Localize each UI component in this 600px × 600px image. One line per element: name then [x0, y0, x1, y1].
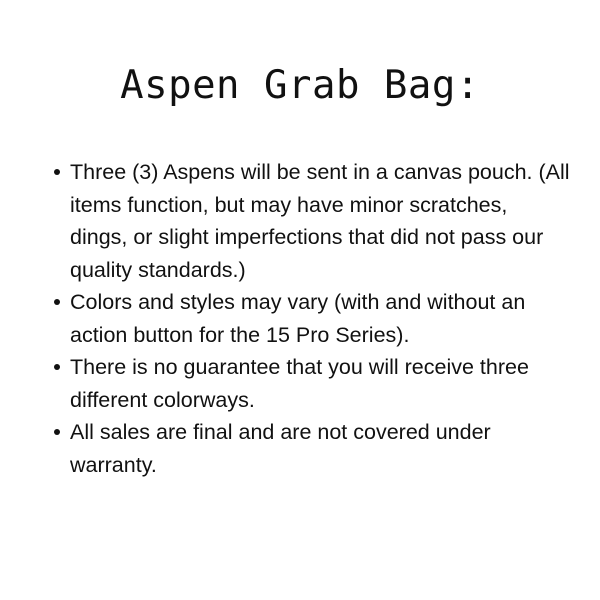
- bullet-icon: [54, 429, 60, 435]
- bullet-icon: [54, 299, 60, 305]
- list-item-text: Colors and styles may vary (with and without an action button for the 15 Pro Series).: [70, 290, 526, 347]
- bullet-list: [50, 156, 570, 481]
- bullet-icon: [54, 364, 60, 370]
- list-item: [50, 416, 570, 481]
- list-item: [50, 286, 570, 351]
- list-item-text: Three (3) Aspens will be sent in a canvas pouch. (All items function, but may have minor scratches, dings, or slight imperfections that did not pass our quality standards.): [70, 160, 570, 282]
- list-item: [50, 351, 570, 416]
- list-item-text: There is no guarantee that you will receive three different colorways.: [70, 355, 529, 412]
- bullet-icon: [54, 169, 60, 175]
- list-item: [50, 156, 570, 286]
- page-title: Aspen Grab Bag:: [120, 63, 480, 108]
- list-item-text: All sales are final and are not covered under warranty.: [70, 420, 491, 477]
